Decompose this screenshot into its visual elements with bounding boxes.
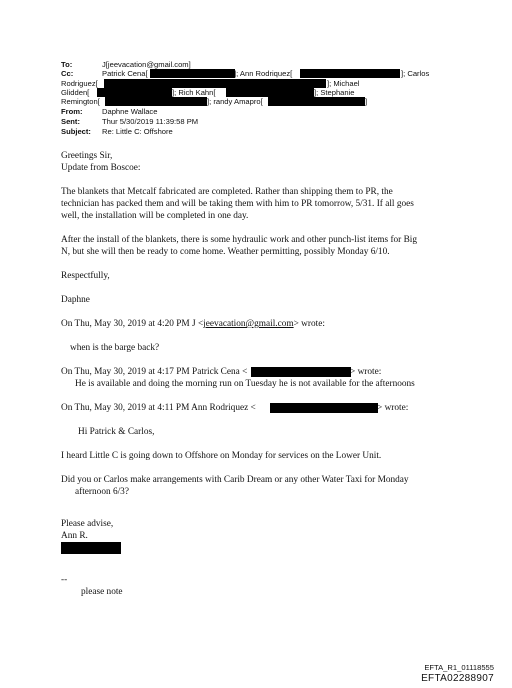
question-line-1: Did you or Carlos make arrangements with Carib Dream or any other Water Taxi for Monday	[61, 475, 409, 485]
cc-stephanie: ]; Stephanie	[314, 88, 355, 97]
redaction	[270, 403, 378, 413]
to-value: J[jeevacation@gmail.com]	[102, 60, 191, 69]
quote-3-suffix: > wrote:	[377, 403, 409, 413]
cc-remington: Remington[	[61, 97, 100, 106]
hi-line: Hi Patrick & Carlos,	[78, 427, 155, 437]
advise-line: Please advise,	[61, 519, 114, 529]
cc-patrick: Patrick Cena[	[102, 69, 148, 78]
email-link[interactable]: jeevacation@gmail.com	[203, 319, 294, 329]
quote-2-text: He is available and doing the morning run on Tuesday he is not available for the afternoons	[75, 379, 415, 389]
greeting: Greetings Sir,	[61, 151, 113, 161]
cc-rich: ]; Rich Kahn[	[172, 88, 216, 97]
cc-rodriguez: Rodriguez[	[61, 79, 98, 88]
redaction	[104, 79, 326, 88]
subject-label: Subject:	[61, 127, 91, 136]
redaction	[268, 97, 368, 106]
from-value: Daphne Wallace	[102, 107, 158, 116]
quote-2-prefix: On Thu, May 30, 2019 at 4:17 PM Patrick Cena <	[61, 367, 248, 377]
cc-randy: ]; randy Amapro[	[207, 97, 263, 106]
cc-label: Cc:	[61, 69, 74, 78]
sent-value: Thur 5/30/2019 11:39:58 PM	[102, 117, 199, 126]
quote-2-suffix: > wrote:	[350, 367, 382, 377]
subject-value: Re: Little C: Offshore	[102, 127, 173, 136]
signature: Daphne	[61, 295, 90, 305]
to-label: To:	[61, 60, 73, 69]
redaction	[150, 69, 235, 78]
cc-close: ]	[365, 97, 368, 106]
reference-number-1: EFTA_R1_01118555	[424, 663, 494, 672]
respectfully: Respectfully,	[61, 271, 110, 281]
cc-glidden: Glidden[	[61, 88, 90, 97]
question-line-2: afternoon 6/3?	[75, 487, 129, 497]
paragraph-2-line-2: N, but she will then be ready to come home. Weather permitting, possibly Monday 6/10.	[61, 247, 390, 257]
redaction	[105, 97, 207, 106]
redaction	[226, 88, 314, 97]
paragraph-2-line-1: After the install of the blankets, there is some hydraulic work and other punch-list items for Big	[61, 235, 418, 245]
quote-1-header	[61, 318, 325, 330]
redaction	[61, 542, 121, 554]
paragraph-1-line-3: well, the installation will be completed in one day.	[61, 211, 249, 221]
please-note: please note	[81, 587, 123, 597]
quote-1-suffix: > wrote:	[293, 319, 325, 329]
from-label: From:	[61, 107, 83, 116]
ann-signature: Ann R.	[61, 531, 88, 541]
quote-1-text: when is the barge back?	[70, 343, 160, 353]
quote-1-prefix: On Thu, May 30, 2019 at 4:20 PM J <	[61, 319, 204, 329]
paragraph-1-line-2: technician has packed them and will be taking them with him to PR tomorrow, 5/31. If all goes	[61, 199, 414, 209]
update-line: Update from Boscoe:	[61, 163, 141, 173]
quote-3-prefix: On Thu, May 30, 2019 at 4:11 PM Ann Rodriquez <	[61, 403, 256, 413]
paragraph-1-line-1: The blankets that Metcalf fabricated are completed. Rather than shipping them to PR, the	[61, 187, 393, 197]
reference-number-2: EFTA02288907	[421, 673, 494, 684]
heard-line: I heard Little C is going down to Offshore on Monday for services on the Lower Unit.	[61, 451, 382, 461]
cc-ann: ]; Ann Rodriquez[	[234, 69, 293, 78]
redaction	[251, 367, 351, 377]
separator-dashes: --	[61, 575, 68, 585]
cc-michael: ]; Michael	[327, 79, 360, 88]
cc-carlos: ]; Carlos	[401, 69, 430, 78]
sent-label: Sent:	[61, 117, 80, 126]
redaction	[300, 69, 400, 78]
redaction	[97, 88, 172, 97]
